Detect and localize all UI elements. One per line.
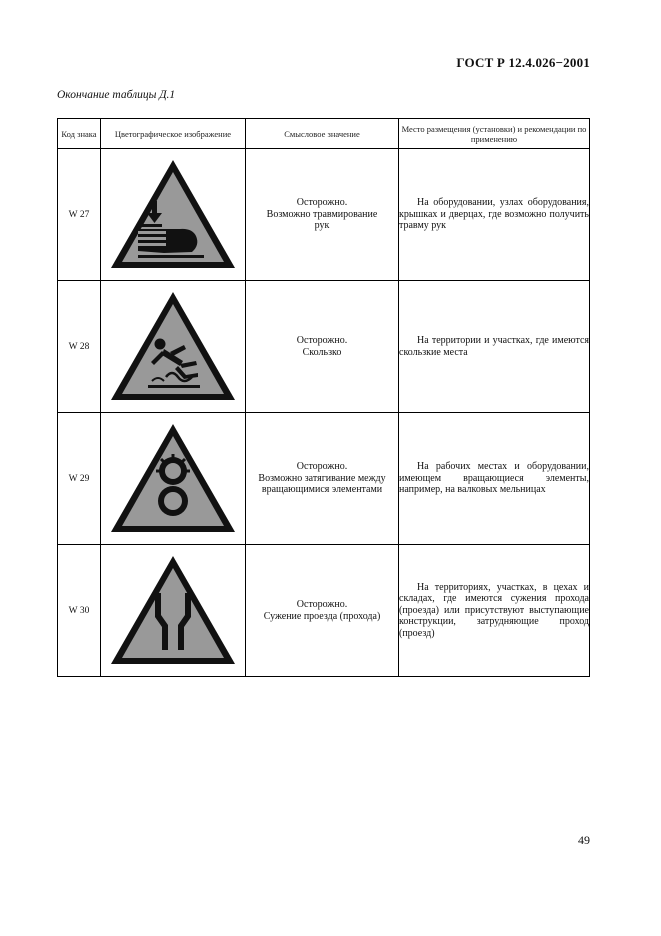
sign-meaning (246, 413, 399, 545)
meaning-line: Осторожно. (296, 335, 348, 346)
narrowing-passage-warning-icon (108, 553, 238, 668)
column-header-code: Код знака (58, 119, 101, 149)
placement-text: На территории и участках, где имеются скользкие места (399, 335, 589, 358)
sign-image-cell (101, 413, 246, 545)
column-header-meaning: Смысловое значение (246, 119, 399, 149)
sign-image-cell (101, 149, 246, 281)
sign-placement (399, 149, 590, 281)
sign-meaning (246, 545, 399, 677)
sign-code: W 29 (58, 413, 101, 545)
table-row (58, 149, 590, 281)
sign-meaning (246, 281, 399, 413)
meaning-line: Осторожно. (296, 197, 348, 209)
meaning-line: Осторожно. (296, 461, 348, 473)
sign-meaning (246, 149, 399, 281)
table-row (58, 413, 590, 545)
table-row (58, 545, 590, 677)
sign-image-cell (101, 545, 246, 677)
sign-image-cell (101, 281, 246, 413)
meaning-line: Возможно затягивание между (258, 472, 386, 484)
sign-placement (399, 413, 590, 545)
table-header-row (58, 119, 590, 149)
signs-table (57, 118, 590, 677)
rotating-gears-warning-icon (108, 421, 238, 536)
sign-code: W 30 (58, 545, 101, 677)
standard-header: ГОСТ Р 12.4.026−2001 (456, 55, 590, 70)
column-header-image: Цветографическое изображение (101, 119, 246, 149)
meaning-line: Скользко (302, 346, 342, 358)
meaning-line: Осторожно. (296, 599, 348, 610)
slippery-surface-warning-icon (108, 289, 238, 404)
placement-text: На территориях, участках, в цехах и складах, где имеются сужения прохода (проезда) или присутствуют выступающие конструкции, затрудняющие проход (проезд) (399, 581, 589, 639)
sign-code: W 28 (58, 281, 101, 413)
table-row (58, 281, 590, 413)
meaning-line: вращающимися элементами (261, 484, 383, 496)
sign-code: W 27 (58, 149, 101, 281)
meaning-line: Возможно травмирование (266, 208, 378, 220)
hand-crush-warning-icon (108, 157, 238, 272)
sign-placement (399, 281, 590, 413)
placement-text: На оборудовании, узлах оборудования, крышках и дверцах, где возможно получить травму рук (399, 197, 589, 232)
meaning-line: Сужение проезда (прохода) (263, 610, 381, 622)
sign-placement (399, 545, 590, 677)
meaning-line: рук (314, 220, 330, 232)
column-header-placement: Место размещения (установки) и рекомендации по применению (399, 119, 590, 149)
placement-text: На рабочих местах и оборудовании, имеющем вращающиеся элементы, например, на валковых мельницах (399, 461, 589, 496)
page-number: 49 (578, 833, 590, 847)
table-caption: Окончание таблицы Д.1 (57, 89, 176, 101)
